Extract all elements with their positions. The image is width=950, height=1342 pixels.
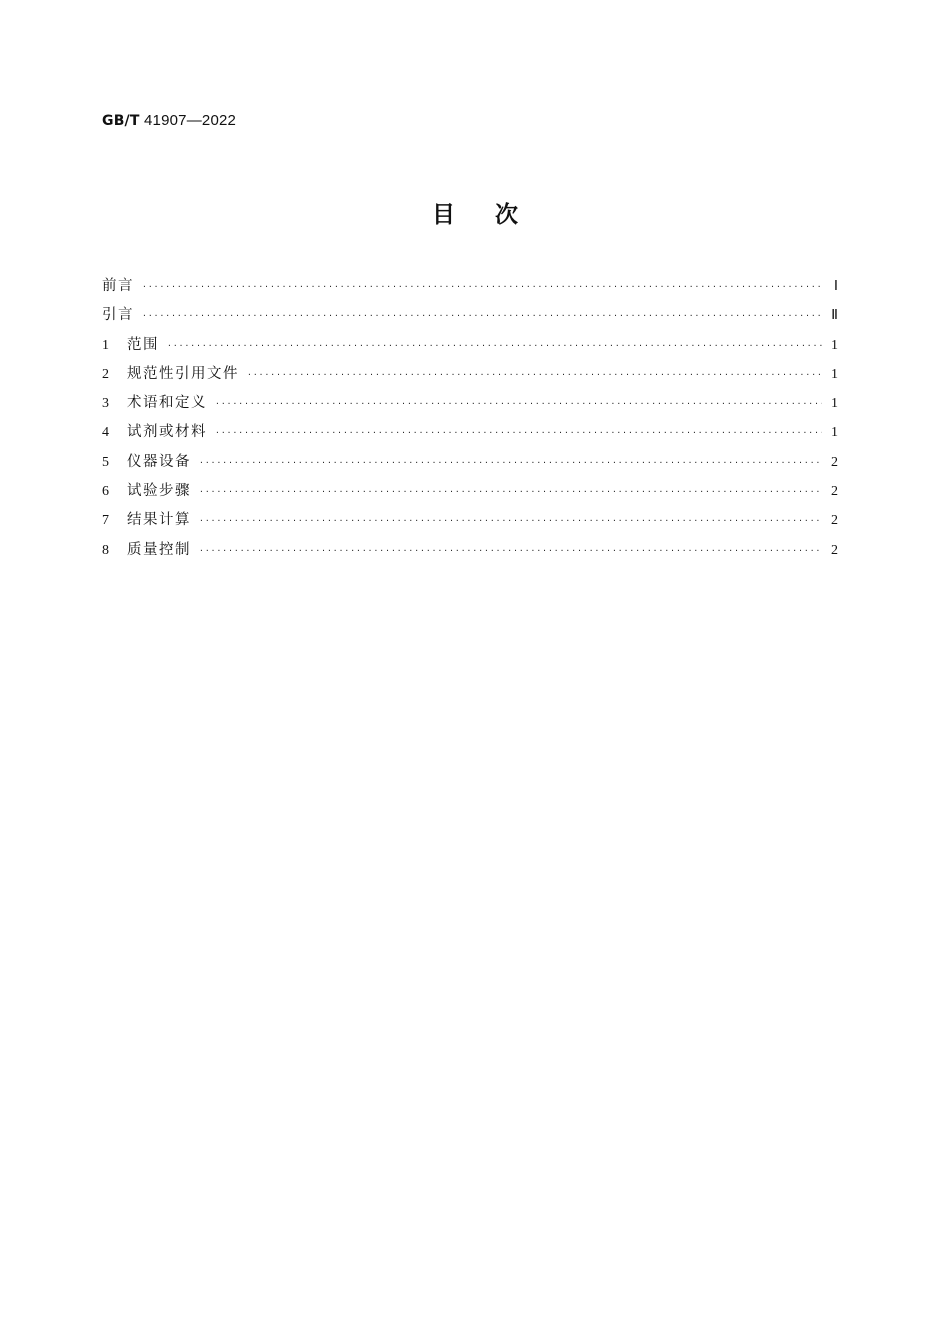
- toc-entry-introduction[interactable]: [102, 301, 838, 330]
- standard-code-prefix: GB/T: [102, 113, 140, 129]
- toc-title: 目次: [432, 202, 558, 228]
- toc-dot-leader: [199, 448, 822, 477]
- toc-dot-leader: [142, 301, 822, 330]
- toc-entry-terms-definitions[interactable]: [102, 389, 838, 418]
- toc-entry-label: 范围: [127, 336, 159, 353]
- toc-entry-number: 2: [102, 366, 109, 382]
- toc-entry-normative-references[interactable]: [102, 360, 838, 389]
- toc-entry-label: 引言: [102, 307, 134, 324]
- toc-entry-label: 质量控制: [127, 541, 191, 558]
- toc-dot-leader: [247, 360, 822, 389]
- toc-dot-leader: [199, 506, 822, 535]
- toc-entry-label: 术语和定义: [127, 395, 207, 412]
- standard-code: [102, 112, 236, 129]
- toc-entry-page: Ⅱ: [831, 308, 838, 324]
- toc-entry-procedure[interactable]: [102, 477, 838, 506]
- toc-entry-page: 2: [831, 454, 838, 470]
- toc-entry-label: 规范性引用文件: [127, 365, 239, 382]
- toc-entry-page: 2: [831, 484, 838, 500]
- toc-entry-number: 5: [102, 454, 109, 470]
- toc-entry-label: 结果计算: [127, 512, 191, 529]
- toc-entry-foreword[interactable]: [102, 272, 838, 301]
- table-of-contents: [102, 272, 838, 565]
- toc-entry-label: 试验步骤: [127, 483, 191, 500]
- toc-entry-number: 1: [102, 337, 109, 353]
- toc-entry-page: 2: [831, 513, 838, 529]
- toc-dot-leader: [167, 331, 822, 360]
- toc-entry-number: 3: [102, 396, 109, 412]
- toc-dot-leader: [215, 418, 822, 447]
- toc-entry-page: 1: [831, 366, 838, 382]
- toc-entry-calculation[interactable]: [102, 506, 838, 535]
- toc-entry-page: 1: [831, 337, 838, 353]
- toc-dot-leader: [199, 477, 822, 506]
- toc-entry-apparatus[interactable]: [102, 448, 838, 477]
- toc-entry-page: 1: [831, 425, 838, 441]
- toc-entry-label: 前言: [102, 278, 134, 294]
- toc-entry-label: 仪器设备: [127, 453, 191, 470]
- toc-dot-leader: [199, 536, 822, 565]
- toc-entry-number: 7: [102, 513, 109, 529]
- toc-entry-quality-control[interactable]: [102, 536, 838, 565]
- standard-code-number: 41907—2022: [139, 112, 237, 129]
- toc-entry-page: Ⅰ: [833, 279, 838, 294]
- toc-dot-leader: [215, 389, 822, 418]
- toc-entry-page: 2: [831, 542, 838, 558]
- toc-dot-leader: [142, 272, 822, 301]
- toc-entry-number: 4: [102, 425, 109, 441]
- toc-entry-scope[interactable]: [102, 331, 838, 360]
- toc-entry-reagents-materials[interactable]: [102, 418, 838, 447]
- toc-entry-page: 1: [831, 396, 838, 412]
- toc-entry-label: 试剂或材料: [127, 424, 207, 441]
- toc-entry-number: 6: [102, 484, 109, 500]
- toc-entry-number: 8: [102, 542, 109, 558]
